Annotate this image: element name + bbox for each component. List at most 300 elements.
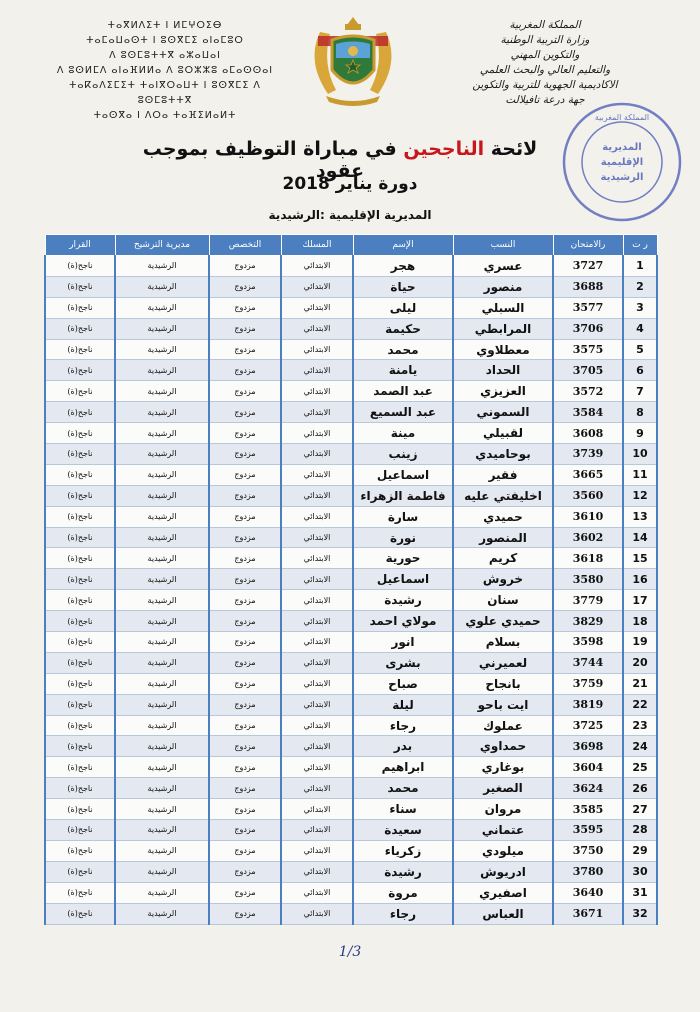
table-row [45,423,657,444]
specialty: مزدوج [209,297,281,318]
table-row [45,276,657,297]
family-name: كريم [453,548,553,569]
specialty: مزدوج [209,464,281,485]
candidate-directorate: الرشيدية [115,632,209,653]
exam-number: 3598 [553,632,623,653]
candidate-directorate: الرشيدية [115,297,209,318]
track: الابتدائي [281,485,353,506]
exam-number: 3604 [553,757,623,778]
header-line: ⴷ ⵓⵙⵎⵓⵜⵜⴳ ⴰⵣⴰⵡⴰⵏ [109,50,221,61]
row-number: 3 [623,297,657,318]
family-name: خروش [453,569,553,590]
decision: ناجح(ة) [45,799,115,820]
track: الابتدائي [281,861,353,882]
family-name: ميلودي [453,840,553,861]
exam-number: 3602 [553,527,623,548]
column-header: مديرية الترشيح [115,235,209,256]
track: الابتدائي [281,276,353,297]
table-row [45,715,657,736]
row-number: 27 [623,799,657,820]
family-name: المرابطي [453,318,553,339]
specialty: مزدوج [209,318,281,339]
first-name: رشيدة [353,861,453,882]
family-name: لعميرني [453,652,553,673]
table-row [45,485,657,506]
first-name: سارة [353,506,453,527]
family-name: عتماني [453,820,553,841]
header-line: ⴷ ⵓⵙⵍⵎⴷ ⴰⵏⴰⴼⵍⵍⴰ ⴷ ⵓⵔⵣⵣⵓ ⴰⵎⴰⵙⵙⴰⵏ [56,65,274,76]
decision: ناجح(ة) [45,276,115,297]
specialty: مزدوج [209,778,281,799]
row-number: 6 [623,360,657,381]
exam-number: 3618 [553,548,623,569]
family-name: بسلام [453,632,553,653]
table-row [45,256,657,277]
track: الابتدائي [281,715,353,736]
row-number: 2 [623,276,657,297]
row-number: 10 [623,444,657,465]
specialty: مزدوج [209,506,281,527]
table-row [45,778,657,799]
decision: ناجح(ة) [45,611,115,632]
first-name: رجاء [353,715,453,736]
exam-number: 3608 [553,423,623,444]
row-number: 25 [623,757,657,778]
first-name: فاطمة الزهراء [353,485,453,506]
first-name: محمد [353,339,453,360]
family-name: المنصور [453,527,553,548]
exam-number: 3560 [553,485,623,506]
table-row [45,318,657,339]
first-name: سناء [353,799,453,820]
track: الابتدائي [281,611,353,632]
family-name: السموني [453,402,553,423]
row-number: 31 [623,882,657,903]
header-arabic [420,18,670,108]
row-number: 20 [623,652,657,673]
column-header: النسب [453,235,553,256]
specialty: مزدوج [209,903,281,924]
first-name: يامنة [353,360,453,381]
title-part: في مباراة التوظيف بموجب عقود [142,138,404,182]
decision: ناجح(ة) [45,715,115,736]
track: الابتدائي [281,297,353,318]
candidate-directorate: الرشيدية [115,673,209,694]
decision: ناجح(ة) [45,757,115,778]
first-name: ليلة [353,694,453,715]
exam-number: 3725 [553,715,623,736]
candidate-directorate: الرشيدية [115,444,209,465]
exam-number: 3744 [553,652,623,673]
candidate-directorate: الرشيدية [115,381,209,402]
results-table [44,234,658,925]
row-number: 23 [623,715,657,736]
column-header: الإسم [353,235,453,256]
decision: ناجح(ة) [45,903,115,924]
specialty: مزدوج [209,611,281,632]
table-row [45,297,657,318]
candidate-directorate: الرشيدية [115,715,209,736]
candidate-directorate: الرشيدية [115,736,209,757]
first-name: زكرياء [353,840,453,861]
row-number: 30 [623,861,657,882]
track: الابتدائي [281,799,353,820]
candidate-directorate: الرشيدية [115,799,209,820]
row-number: 8 [623,402,657,423]
decision: ناجح(ة) [45,548,115,569]
track: الابتدائي [281,569,353,590]
family-name: الحداد [453,360,553,381]
table-row [45,590,657,611]
track: الابتدائي [281,423,353,444]
candidate-directorate: الرشيدية [115,360,209,381]
table-row [45,569,657,590]
candidate-directorate: الرشيدية [115,611,209,632]
row-number: 28 [623,820,657,841]
column-header: التخصص [209,235,281,256]
row-number: 21 [623,673,657,694]
first-name: ليلى [353,297,453,318]
decision: ناجح(ة) [45,778,115,799]
family-name: اصفيري [453,882,553,903]
header-line: ⵜⴰⴳⵍⴷⵉⵜ ⵏ ⵍⵎⵖⵔⵉⴱ [107,20,223,31]
exam-number: 3665 [553,464,623,485]
row-number: 32 [623,903,657,924]
track: الابتدائي [281,464,353,485]
family-name: منصور [453,276,553,297]
exam-number: 3585 [553,799,623,820]
table-row [45,757,657,778]
column-header: رالامتحان [553,235,623,256]
candidate-directorate: الرشيدية [115,778,209,799]
first-name: بدر [353,736,453,757]
track: الابتدائي [281,506,353,527]
decision: ناجح(ة) [45,694,115,715]
specialty: مزدوج [209,527,281,548]
row-number: 1 [623,256,657,277]
specialty: مزدوج [209,694,281,715]
exam-number: 3572 [553,381,623,402]
first-name: عبد الصمد [353,381,453,402]
table-row [45,840,657,861]
title-highlight: الناجحين [403,138,485,160]
stamp-text: المملكة المغربية [594,113,650,122]
specialty: مزدوج [209,820,281,841]
track: الابتدائي [281,840,353,861]
specialty: مزدوج [209,652,281,673]
session-subtitle: دورة يناير 2018 [282,174,418,194]
candidate-directorate: الرشيدية [115,548,209,569]
candidate-directorate: الرشيدية [115,652,209,673]
candidate-directorate: الرشيدية [115,840,209,861]
family-name: عملوك [453,715,553,736]
track: الابتدائي [281,778,353,799]
decision: ناجح(ة) [45,882,115,903]
first-name: سعيدة [353,820,453,841]
table-row [45,506,657,527]
specialty: مزدوج [209,632,281,653]
decision: ناجح(ة) [45,673,115,694]
candidate-directorate: الرشيدية [115,882,209,903]
family-name: حميدي علوي [453,611,553,632]
table-row [45,444,657,465]
exam-number: 3779 [553,590,623,611]
decision: ناجح(ة) [45,840,115,861]
track: الابتدائي [281,882,353,903]
decision: ناجح(ة) [45,652,115,673]
candidate-directorate: الرشيدية [115,527,209,548]
family-name: بوغاري [453,757,553,778]
exam-number: 3780 [553,861,623,882]
exam-number: 3727 [553,256,623,277]
candidate-directorate: الرشيدية [115,318,209,339]
row-number: 15 [623,548,657,569]
decision: ناجح(ة) [45,590,115,611]
track: الابتدائي [281,673,353,694]
specialty: مزدوج [209,590,281,611]
table-row [45,632,657,653]
table-row [45,339,657,360]
table-row [45,861,657,882]
stamp-text: الإقليمية [600,157,644,168]
row-number: 4 [623,318,657,339]
first-name: حورية [353,548,453,569]
table-row [45,360,657,381]
first-name: بشرى [353,652,453,673]
decision: ناجح(ة) [45,444,115,465]
first-name: هجر [353,256,453,277]
family-name: حميدي [453,506,553,527]
specialty: مزدوج [209,882,281,903]
decision: ناجح(ة) [45,569,115,590]
first-name: محمد [353,778,453,799]
specialty: مزدوج [209,548,281,569]
exam-number: 3698 [553,736,623,757]
specialty: مزدوج [209,757,281,778]
specialty: مزدوج [209,276,281,297]
candidate-directorate: الرشيدية [115,903,209,924]
family-name: لقبيلي [453,423,553,444]
first-name: مروة [353,882,453,903]
track: الابتدائي [281,444,353,465]
row-number: 17 [623,590,657,611]
decision: ناجح(ة) [45,423,115,444]
candidate-directorate: الرشيدية [115,820,209,841]
exam-number: 3580 [553,569,623,590]
track: الابتدائي [281,652,353,673]
family-name: بانجاح [453,673,553,694]
track: الابتدائي [281,402,353,423]
table-row [45,381,657,402]
table-row [45,673,657,694]
family-name: الصغير [453,778,553,799]
family-name: فقير [453,464,553,485]
header-line: والتعليم العالي والبحث العلمي [479,64,611,76]
family-name: السبلي [453,297,553,318]
family-name: معطلاوي [453,339,553,360]
track: الابتدائي [281,381,353,402]
candidate-directorate: الرشيدية [115,464,209,485]
table-header-row [45,235,657,256]
row-number: 19 [623,632,657,653]
specialty: مزدوج [209,381,281,402]
candidate-directorate: الرشيدية [115,485,209,506]
decision: ناجح(ة) [45,632,115,653]
decision: ناجح(ة) [45,381,115,402]
header-line: ⵜⴰⴽⴰⴷⵉⵎⵉⵜ ⵜⴰⵏⴳⵔⴰⵡⵜ ⵏ ⵓⵙⴳⵎⵉ ⴷ ⵓⵙⵎⵓⵜⵜⴳ [69,80,261,106]
row-number: 16 [623,569,657,590]
candidate-directorate: الرشيدية [115,506,209,527]
family-name: عسري [453,256,553,277]
table-row [45,736,657,757]
track: الابتدائي [281,820,353,841]
track: الابتدائي [281,527,353,548]
page-number: 1/3 [338,944,362,960]
column-header: المسلك [281,235,353,256]
official-stamp-icon [560,100,685,225]
table-row [45,694,657,715]
first-name: ابراهيم [353,757,453,778]
first-name: رشيدة [353,590,453,611]
specialty: مزدوج [209,485,281,506]
family-name: اخليفتي عليه [453,485,553,506]
row-number: 5 [623,339,657,360]
specialty: مزدوج [209,339,281,360]
header-line: وزارة التربية الوطنية [500,34,590,46]
row-number: 12 [623,485,657,506]
family-name: حمداوي [453,736,553,757]
row-number: 18 [623,611,657,632]
family-name: بوحاميدي [453,444,553,465]
row-number: 22 [623,694,657,715]
exam-number: 3705 [553,360,623,381]
exam-number: 3739 [553,444,623,465]
decision: ناجح(ة) [45,464,115,485]
first-name: مينة [353,423,453,444]
exam-number: 3759 [553,673,623,694]
candidate-directorate: الرشيدية [115,402,209,423]
candidate-directorate: الرشيدية [115,423,209,444]
decision: ناجح(ة) [45,527,115,548]
specialty: مزدوج [209,861,281,882]
decision: ناجح(ة) [45,506,115,527]
exam-number: 3688 [553,276,623,297]
specialty: مزدوج [209,799,281,820]
family-name: العزيزي [453,381,553,402]
table-row [45,652,657,673]
header-line: جهة درعة تافيلالت [505,94,585,106]
specialty: مزدوج [209,715,281,736]
decision: ناجح(ة) [45,360,115,381]
row-number: 29 [623,840,657,861]
row-number: 13 [623,506,657,527]
family-name: مروان [453,799,553,820]
specialty: مزدوج [209,256,281,277]
track: الابتدائي [281,694,353,715]
track: الابتدائي [281,736,353,757]
decision: ناجح(ة) [45,339,115,360]
table-row [45,402,657,423]
candidate-directorate: الرشيدية [115,276,209,297]
directorate-label: المديرية الإقليمية :الرشيدية [268,208,432,222]
decision: ناجح(ة) [45,297,115,318]
candidate-directorate: الرشيدية [115,569,209,590]
row-number: 26 [623,778,657,799]
first-name: رجاء [353,903,453,924]
header-line: والتكوين المهني [510,49,580,61]
stamp-text: الرشيدية [600,172,644,183]
table-row [45,882,657,903]
first-name: حكيمة [353,318,453,339]
first-name: عبد السميع [353,402,453,423]
candidate-directorate: الرشيدية [115,757,209,778]
family-name: ايت باحو [453,694,553,715]
first-name: مولاي احمد [353,611,453,632]
candidate-directorate: الرشيدية [115,339,209,360]
row-number: 9 [623,423,657,444]
first-name: حياة [353,276,453,297]
family-name: العباس [453,903,553,924]
decision: ناجح(ة) [45,485,115,506]
first-name: اسماعيل [353,464,453,485]
exam-number: 3829 [553,611,623,632]
first-name: نورة [353,527,453,548]
decision: ناجح(ة) [45,318,115,339]
exam-number: 3640 [553,882,623,903]
title-part: لائحة [484,138,538,160]
track: الابتدائي [281,256,353,277]
first-name: زينب [353,444,453,465]
first-name: صباح [353,673,453,694]
decision: ناجح(ة) [45,402,115,423]
track: الابتدائي [281,318,353,339]
specialty: مزدوج [209,444,281,465]
decision: ناجح(ة) [45,256,115,277]
table-body [45,256,657,925]
track: الابتدائي [281,632,353,653]
exam-number: 3575 [553,339,623,360]
exam-number: 3584 [553,402,623,423]
candidate-directorate: الرشيدية [115,256,209,277]
decision: ناجح(ة) [45,820,115,841]
specialty: مزدوج [209,423,281,444]
row-number: 24 [623,736,657,757]
track: الابتدائي [281,339,353,360]
table-row [45,903,657,924]
decision: ناجح(ة) [45,736,115,757]
column-header: ر ت [623,235,657,256]
table-row [45,820,657,841]
table-row [45,464,657,485]
row-number: 7 [623,381,657,402]
candidate-directorate: الرشيدية [115,590,209,611]
exam-number: 3671 [553,903,623,924]
header-line: الاكاديمية الجهوية للتربية والتكوين [472,79,618,91]
specialty: مزدوج [209,673,281,694]
family-name: ادريوش [453,861,553,882]
exam-number: 3610 [553,506,623,527]
decision: ناجح(ة) [45,861,115,882]
exam-number: 3750 [553,840,623,861]
exam-number: 3624 [553,778,623,799]
header-line: ⵜⴰⵙⴳⴰ ⵏ ⴷⵔⴰ ⵜⴰⴼⵉⵍⴰⵍⵜ [93,110,237,121]
family-name: سنان [453,590,553,611]
first-name: انور [353,632,453,653]
specialty: مزدوج [209,402,281,423]
track: الابتدائي [281,757,353,778]
table-row [45,548,657,569]
header-tifinagh [40,18,290,123]
